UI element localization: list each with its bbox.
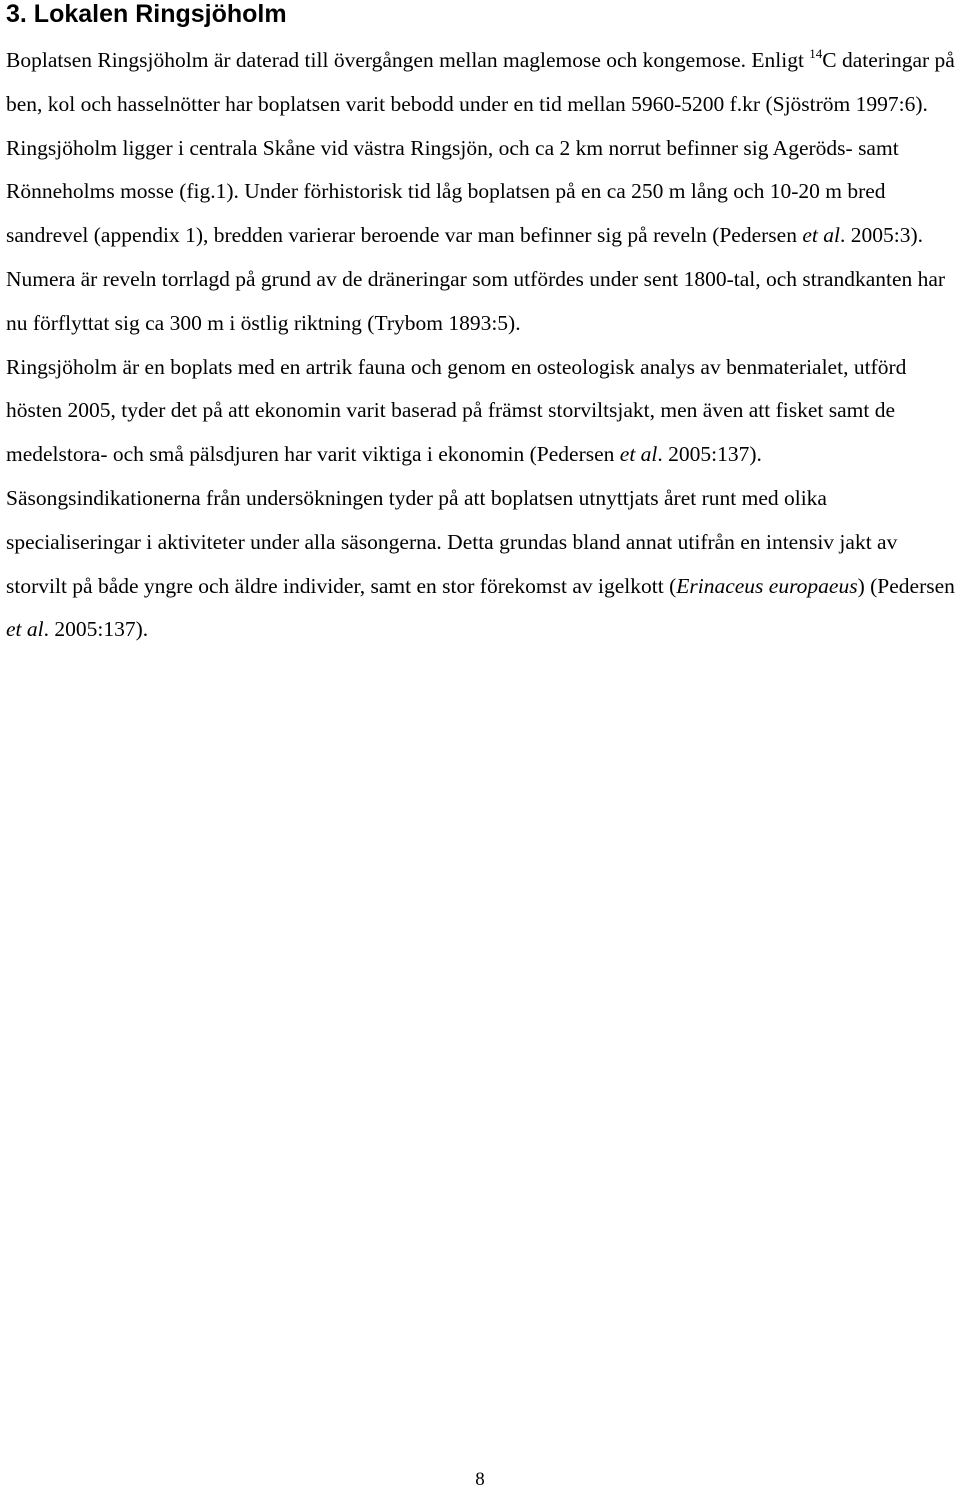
body-text: [6, 39, 956, 652]
paragraph-1-text: . 2005:3). Numera är reveln torrlagd på grund av de dräneringar som utfördes under sent 1800-tal, och strandkanten har nu förflyttat sig ca 300 m i östlig riktning (Trybom 1893:5).: [6, 223, 946, 335]
paragraph-2-text: ) (Pedersen: [857, 573, 955, 598]
page-number: 8: [475, 1469, 485, 1490]
italic-species-name: Erinaceus europaeus: [676, 573, 858, 598]
paragraph-2-text: . 2005:137).: [43, 617, 149, 642]
section-heading: 3. Lokalen Ringsjöholm: [6, 0, 287, 28]
paragraph-1-text: C dateringar på ben, kol och hasselnötter har boplatsen varit bebodd under en tid mellan 5960-5200 f.kr (Sjöström 1997:6). Ringsjöholm ligger i centrala Skåne vid västra Ringsjön, och ca 2 km norrut befinner sig Ageröds- samt Rönneholms mosse (fig.1). Under förhistorisk tid låg boplatsen på en ca 250 m lång och 10-20 m bred sandrevel (appendix 1), bredden varierar beroende var man befinner sig på reveln (Pedersen: [6, 48, 955, 248]
paragraph-2-text: Ringsjöholm är en boplats med en artrik fauna och genom en osteologisk analys av benmaterialet, utförd hösten 2005, tyder det på att ekonomin varit baserad på främst storviltsjakt, men även att fisket samt de medelstora- och små pälsdjuren har varit viktiga i ekonomin (Pedersen: [6, 354, 907, 467]
paragraph-1-text: Boplatsen Ringsjöholm är daterad till övergången mellan maglemose och kongemose. Enligt: [6, 48, 810, 72]
italic-et-al: et al: [619, 442, 658, 467]
superscript-14: 14: [809, 46, 823, 61]
paragraph-1: [6, 39, 956, 346]
italic-et-al: et al: [802, 223, 840, 248]
paragraph-2: [6, 346, 956, 653]
paragraph-2-text: . 2005:137). Säsongsindikationerna från undersökningen tyder på att boplatsen utnyttjats året runt med olika specialiseringar i aktiviteter under alla säsongerna. Detta grundas bland annat utifrån en intensiv jakt av storvilt på både yngre och äldre individer, samt en stor förekomst av igelkott (: [6, 442, 898, 598]
italic-et-al: et al: [6, 617, 44, 642]
